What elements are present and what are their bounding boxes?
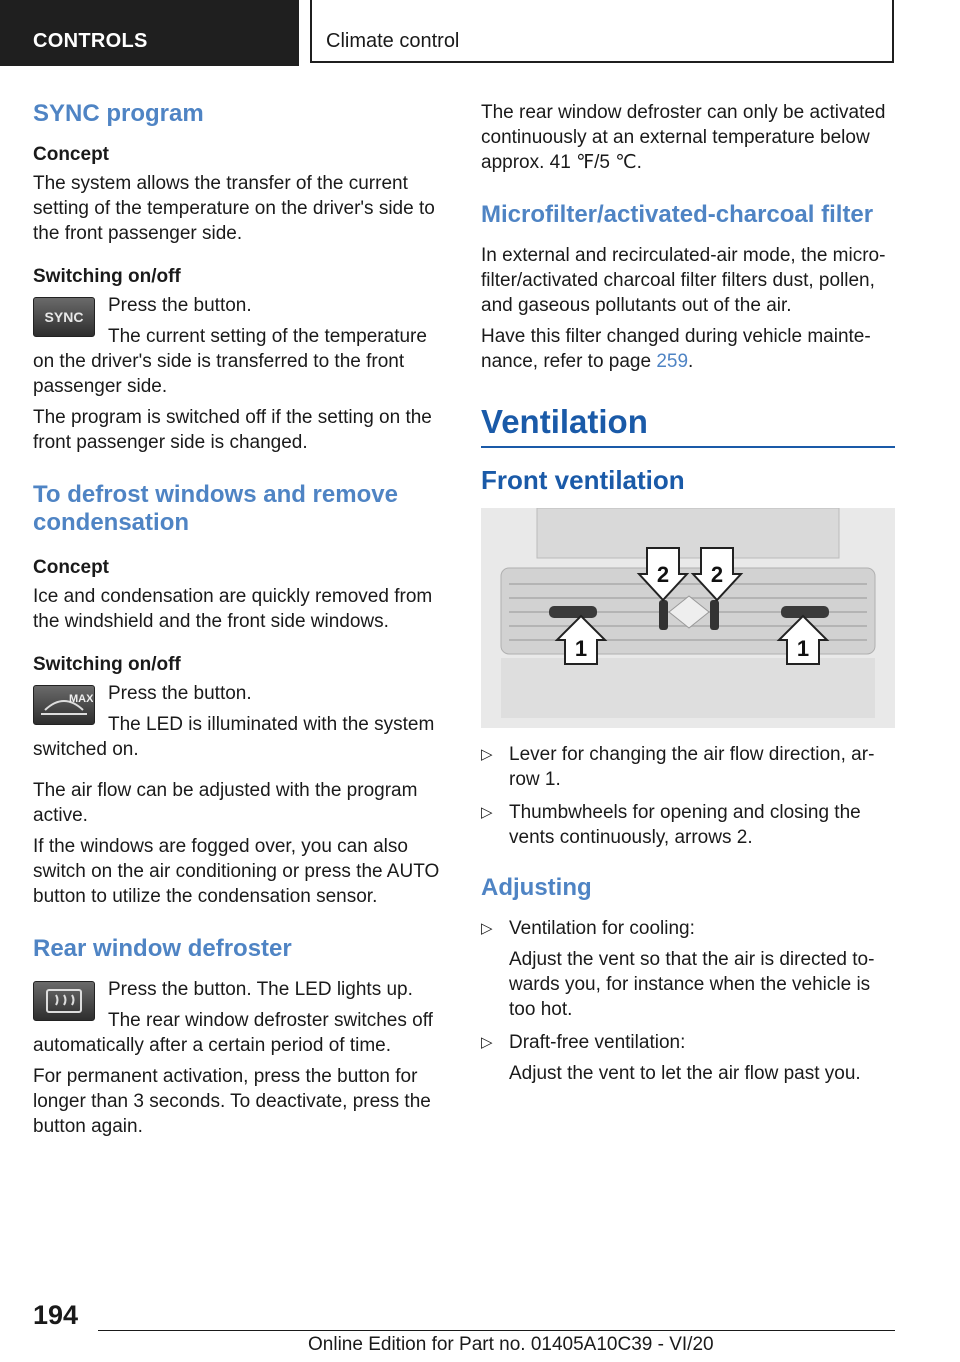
sync-press-text: Press the button. [108, 295, 252, 316]
bullet-triangle-icon: ▷ [481, 1034, 493, 1051]
arrow-label-2b: 2 [710, 562, 724, 587]
adjusting-heading: Adjusting [481, 874, 592, 901]
front-ventilation-heading: Front ventilation [481, 465, 685, 495]
list-item: ▷ Thumbwheels for opening and closing the vents continuously, arrows 2. [481, 802, 861, 848]
defrost-concept-heading: Concept [33, 557, 109, 578]
rear-defroster-heading: Rear window defroster [33, 935, 292, 962]
left-column [33, 100, 448, 1145]
page-link[interactable]: 259 [656, 351, 689, 372]
arrow-label-2a: 2 [656, 562, 670, 587]
defrost-heading: To defrost windows and remove condensation [33, 481, 398, 536]
heading-rule [481, 446, 895, 448]
ventilation-heading: Ventilation [481, 403, 648, 440]
footer-rule [98, 1330, 895, 1331]
sync-off-text: The program is switched off if the setting on the front passenger side is changed. [33, 407, 432, 453]
rear-defrost-button-icon [33, 981, 95, 1021]
rear-press-text: Press the button. The LED lights up. [108, 979, 413, 1000]
sync-current-text: on the driver's side is transferred to the front passenger side. [33, 351, 405, 397]
rear-auto-text-start: The rear window defroster switches off [108, 1010, 433, 1031]
sync-heading: SYNC program [33, 100, 204, 127]
defrost-button-row [33, 681, 448, 743]
svg-text:MAX: MAX [69, 693, 93, 705]
list-item: ▷ Draft-free ventilation: Adjust the vent to let the air flow past you. [481, 1032, 861, 1084]
chapter-tab [310, 0, 894, 63]
filter-text-2: Have this filter changed during vehicle mainte‐nance, refer to page 259. [481, 326, 871, 372]
defrost-led-text: switched on. [33, 739, 139, 760]
bullet-triangle-icon: ▷ [481, 804, 493, 821]
sync-switch-heading: Switching on/off [33, 266, 181, 287]
rear-window-defrost-icon [35, 984, 93, 1018]
max-defrost-button-icon [33, 685, 95, 725]
chapter-title: Climate control [326, 30, 460, 52]
defrost-fog-text: If the windows are fogged over, you can also switch on the air conditioning or press the AUTO button to utilize the condensation sensor. [33, 836, 440, 907]
section-tab [0, 0, 299, 66]
defrost-press-text: Press the button. [108, 683, 252, 704]
sync-button-icon: SYNC [33, 297, 95, 337]
section-title: CONTROLS [33, 30, 148, 52]
rear-auto-text: automatically after a certain period of time. [33, 1035, 392, 1056]
bullet-triangle-icon: ▷ [481, 920, 493, 937]
rear-ext-text: The rear window defroster can only be activated continuously at an external temperature below approx. 41 ℉/5 ℃. [481, 102, 886, 173]
arrow-label-1b: 1 [796, 636, 810, 661]
arrow-label-1a: 1 [574, 636, 588, 661]
rear-button-row [33, 977, 448, 1039]
page-number: 194 [33, 1300, 79, 1330]
vent-illustration [481, 508, 895, 728]
defrost-switch-heading: Switching on/off [33, 654, 181, 675]
edition-text: Online Edition for Part no. 01405A10C39 - VI/20 [308, 1334, 714, 1355]
rear-perm-text: For permanent activation, press the button for longer than 3 seconds. To deactivate, press the button again. [33, 1066, 431, 1137]
windshield-defrost-icon [35, 688, 93, 722]
sync-concept-heading: Concept [33, 144, 109, 165]
sync-button-row [33, 293, 448, 355]
sync-concept-text: The system allows the transfer of the current setting of the temperature on the driver's side to the front passenger side. [33, 173, 435, 244]
ventilation-list [481, 742, 895, 850]
list-item: ▷ Ventilation for cooling: Adjust the vent so that the air is directed to‐wards you, for instance when the vehicle is too hot. [481, 918, 875, 1020]
bullet-triangle-icon: ▷ [481, 746, 493, 763]
defrost-led-text-start: The LED is illuminated with the system [108, 714, 435, 735]
filter-heading: Microfilter/activated-charcoal filter [481, 201, 874, 228]
adjusting-list [481, 916, 895, 1086]
defrost-concept-text: Ice and condensation are quickly removed from the windshield and the front side windows. [33, 586, 433, 632]
filter-text-1: In external and recirculated-air mode, the micro‐filter/activated charcoal filter filters dust, pollen, and gaseous pollutants out of the air. [481, 245, 886, 316]
sync-current-text-start: The current setting of the temperature [108, 326, 427, 347]
right-column [481, 100, 895, 1098]
list-item: ▷ Lever for changing the air flow direction, ar‐row 1. [481, 744, 875, 790]
ventilation-figure [481, 508, 895, 728]
defrost-flow-text: The air flow can be adjusted with the program active. [33, 780, 418, 826]
